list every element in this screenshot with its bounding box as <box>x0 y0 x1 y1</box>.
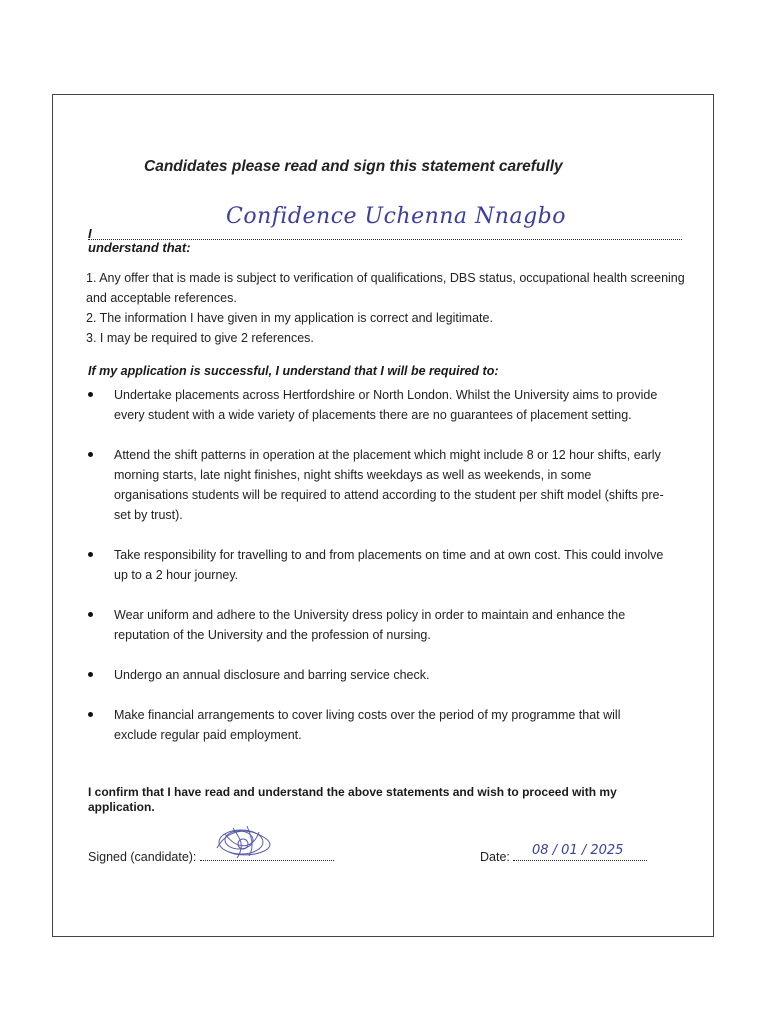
list-item <box>86 665 666 685</box>
list-item <box>86 605 666 645</box>
list-item <box>86 445 666 525</box>
date-label: Date: <box>480 850 510 864</box>
bullet-icon <box>88 392 93 397</box>
requirement-text: Attend the shift patterns in operation at the placement which might include 8 or 12 hour shifts, early morning starts, late night finishes, night shifts weekdays as well as weekends, in some organisations students will be required to attend according to the student per shift model (shifts pre-set by trust). <box>114 448 664 522</box>
condition-2: 2. The information I have given in my application is correct and legitimate. <box>86 311 493 325</box>
list-item <box>86 385 666 425</box>
bullet-icon <box>88 712 93 717</box>
bullet-icon <box>88 452 93 457</box>
requirements-heading: If my application is successful, I understand that I will be required to: <box>88 364 499 378</box>
list-item <box>86 705 666 745</box>
confirmation-statement: I confirm that I have read and understand the above statements and wish to proceed with my application. <box>88 785 617 814</box>
bullet-icon <box>88 672 93 677</box>
handwritten-name: Confidence Uchenna Nnagbo <box>226 204 566 229</box>
condition-1: 1. Any offer that is made is subject to verification of qualifications, DBS status, occupational health screening and acceptable references. <box>86 271 685 305</box>
date-value: 08 / 01 / 2025 <box>532 843 624 858</box>
requirement-text: Undertake placements across Hertfordshire or North London. Whilst the University aims to provide every student with a wide variety of placements there are no guarantees of placement setting. <box>114 388 658 422</box>
bullet-icon <box>88 552 93 557</box>
requirement-text: Wear uniform and adhere to the University dress policy in order to maintain and enhance the reputation of the University and the profession of nursing. <box>114 608 626 642</box>
requirement-text: Make financial arrangements to cover living costs over the period of my programme that will exclude regular paid employment. <box>114 708 621 742</box>
requirement-text: Take responsibility for travelling to and from placements on time and at own cost. This could involve up to a 2 hour journey. <box>114 548 664 582</box>
signature-scribble-icon <box>207 820 277 864</box>
list-item <box>86 545 666 585</box>
page-title: Candidates please read and sign this statement carefully <box>144 158 563 175</box>
bullet-icon <box>88 612 93 617</box>
condition-3: 3. I may be required to give 2 references. <box>86 331 314 345</box>
understand-label: understand that: <box>88 240 191 255</box>
signature-label: Signed (candidate): <box>88 850 197 864</box>
requirements-list <box>86 385 666 765</box>
requirement-text: Undergo an annual disclosure and barring service check. <box>114 668 430 682</box>
declaration-prefix: I <box>88 226 92 241</box>
